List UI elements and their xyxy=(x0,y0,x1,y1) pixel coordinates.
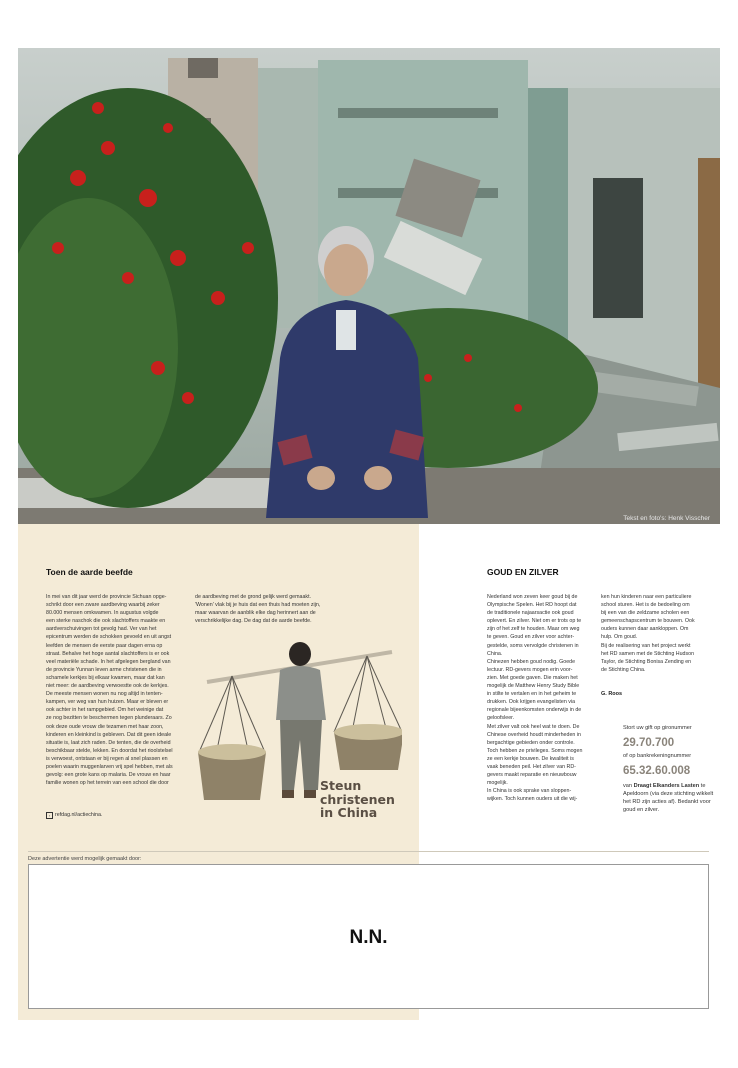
text-line: verschrikkelijke dag. De dag dat de aarde beefde. xyxy=(195,618,312,625)
text-line: de provincie Yunnan leven arme christenen die in xyxy=(46,666,162,673)
campaign-slogan xyxy=(320,779,395,820)
article-column-2 xyxy=(195,593,340,625)
text-line: kinderen en kleinkind is gebleven. Dat dit geen ideale xyxy=(46,731,172,738)
text-line: In China is ook sprake van sloppen- xyxy=(487,788,572,795)
bank-label: of op bankrekeningnummer xyxy=(623,753,692,759)
sponsor-name: N.N. xyxy=(349,927,388,948)
text-line: hulp. Om goud. xyxy=(601,634,638,641)
text-line: niet meer: de aardbeving verwoestte ook de kerkjes. xyxy=(46,683,169,690)
goud-title: GOUD EN ZILVER xyxy=(487,567,559,577)
text-line: mogelijk de Matthew Henry Study Bible xyxy=(487,683,580,690)
bank-number: 65.32.60.008 xyxy=(623,765,691,777)
text-line: situatie is, laat zich raden. De tenten, die de overheid xyxy=(46,739,171,746)
text-line: Chinese overheid houdt minderheden in xyxy=(487,731,581,738)
text-line: gemeenschapscentrum te bouwen. Ook xyxy=(601,618,695,625)
text-line: is verwoest, ontstaan er bij regen al snel plassen en xyxy=(46,755,168,762)
gift-organization: Draagt Elkanders Lasten xyxy=(633,783,700,789)
section-divider xyxy=(28,851,709,852)
text-line: De meeste mensen wonen nu nog altijd in tenten- xyxy=(46,691,163,698)
gift-info xyxy=(623,724,715,814)
text-line: gevers maakt reparatie en nieuwbouw xyxy=(487,772,577,779)
text-line: Toch hebben ze privileges. Soms mogen xyxy=(487,747,583,754)
text-line: 'Wonen' vlak bij je huis dat een thuis had moeten zijn, xyxy=(195,602,321,609)
text-line: in stilte te vertalen en in het geheim te xyxy=(487,691,577,698)
sponsor-label: Deze advertentie werd mogelijk gemaakt door: xyxy=(28,856,142,862)
text-line: familie wonen op het terrein van een school die door xyxy=(46,780,169,787)
text-line: bij een van die zeldzame scholen een xyxy=(601,610,690,617)
text-line: ook achter in het rampgebied. Om het weinige dat xyxy=(46,707,164,714)
text-line: schrikt door een zware aardbeving waarbij zeker xyxy=(46,602,160,609)
text-line: ouders kunnen daar aankloppen. Om xyxy=(601,626,689,633)
text-line: drukken. Ook krijgen evangelisten via xyxy=(487,699,576,706)
text-line: regionale bijeenkomsten onderwijs in de xyxy=(487,707,582,714)
gift-intro: Stort uw gift op gironummer xyxy=(623,725,692,731)
text-line: Met zilver valt ook heel wat te doen. De xyxy=(487,723,580,730)
hero-photo-illustration xyxy=(18,48,720,524)
text-line: wijken. Toch kunnen ouders uit die wij- xyxy=(487,796,578,803)
hero-photo xyxy=(18,48,720,524)
text-line: Olympische Spelen. Het RD hoopt dat xyxy=(487,602,577,609)
article-link-text: refdag.nl/actiechina. xyxy=(55,812,103,818)
text-line: het RD samen met de Stichting Hudson xyxy=(601,650,695,657)
text-line: school sturen. Het is de bedoeling om xyxy=(601,602,690,609)
text-line: poelen waarin muggenlarven vrij spel hebben, met als xyxy=(46,763,173,770)
giro-number: 29.70.700 xyxy=(623,737,675,749)
text-line: aardverschuivingen tot gevolg had. Ver van het xyxy=(46,626,157,633)
text-line: In mei van dit jaar werd de provincie Sichuan opge- xyxy=(46,594,167,600)
text-line: Chinezen hebben goud nodig. Goede xyxy=(487,658,576,665)
text-line: geloofsleer. xyxy=(487,715,515,722)
goud-column-1 xyxy=(487,593,599,803)
text-line: ook deze oude vrouw die tezamen met haar zoon, xyxy=(46,723,164,730)
text-line: ze nog bezitten te beschermen tegen plunderaars. Zo xyxy=(46,715,172,722)
link-arrow-icon: › xyxy=(46,812,53,819)
text-line: de Stichting China. xyxy=(601,666,646,673)
article-link[interactable] xyxy=(46,812,102,819)
text-line: leefden de mensen de eerste paar dagen erna op xyxy=(46,642,163,649)
text-line: een sterke naschok die ook slachtoffers maakte en xyxy=(46,618,166,625)
text-line: vaak beneden peil. Het zilver van RD- xyxy=(487,763,576,770)
text-line: China. xyxy=(487,650,503,657)
text-line: Taylor, de Stichting Bonisa Zending en xyxy=(601,658,692,665)
text-line: straat. Behalve het hoge aantal slachtoffers is er ook xyxy=(46,650,170,657)
text-line: veel materiële schade. In het afgelegen bergland van xyxy=(46,658,171,665)
text-line: de traditionele najaarsactie ook goud xyxy=(487,610,574,617)
text-line: Bij de realisering van het project werkt xyxy=(601,642,691,649)
text-line: schamele kerkjes bij elkaar kwamen, maar dat kan xyxy=(46,674,165,681)
campaign-line-1: Steun xyxy=(320,778,362,793)
text-line: ken hun kinderen naar een particuliere xyxy=(601,594,692,600)
text-line: 80.000 mensen omkwamen. In augustus volgde xyxy=(46,610,159,617)
author-signature: G. Roos xyxy=(601,691,623,697)
text-line: te geven. Goud en zilver voor achter- xyxy=(487,634,575,641)
goud-column-2 xyxy=(601,593,713,674)
text-line: epicentrum werden de schokken gevoeld en uit angst xyxy=(46,634,172,641)
text-line: kampen, ver weg van hun huizen. Maar er bleven er xyxy=(46,699,169,706)
text-line: de aardbeving met de grond gelijk werd gemaakt. xyxy=(195,594,312,600)
gift-van: van xyxy=(623,783,633,789)
text-line: lectuur. RD-gevers mogen erin voor- xyxy=(487,666,573,673)
text-line: mogelijk. xyxy=(487,780,508,787)
gift-details: te Apeldoorn (via deze stichting wikkelt het RD zijn acties af). Bedankt voor goud en zilver. xyxy=(623,783,714,813)
text-line: ze een kerkje bouwen. De kwaliteit is xyxy=(487,755,574,762)
text-line: maar waarvan de aanblik elke dag herinnert aan de xyxy=(195,610,316,617)
text-line: zijn of het zelf te houden. Maar om weg xyxy=(487,626,580,633)
article-column-1 xyxy=(46,593,191,787)
text-line: oplevert. En zilver. Niet om er trots op te xyxy=(487,618,582,625)
text-line: beschikbaar stelde, lekken. En doordat het rioolstelsel xyxy=(46,747,173,754)
text-line: gestelde, soms vervolgde christenen in xyxy=(487,642,579,649)
photo-credit: Tekst en foto's: Henk Visscher xyxy=(623,515,710,522)
article-title: Toen de aarde beefde xyxy=(46,567,133,577)
text-line: gevolg: een grote kans op malaria. De vrouw en haar xyxy=(46,772,171,779)
text-line: bergachtige gebieden onder controle. xyxy=(487,739,575,746)
text-line: zien. Met goede gaven. Die maken het xyxy=(487,674,578,681)
sponsor-box xyxy=(28,864,709,1009)
text-line: Nederland won zeven keer goud bij de xyxy=(487,594,578,600)
campaign-line-3: in China xyxy=(320,805,378,820)
campaign-line-2: christenen xyxy=(320,791,395,807)
